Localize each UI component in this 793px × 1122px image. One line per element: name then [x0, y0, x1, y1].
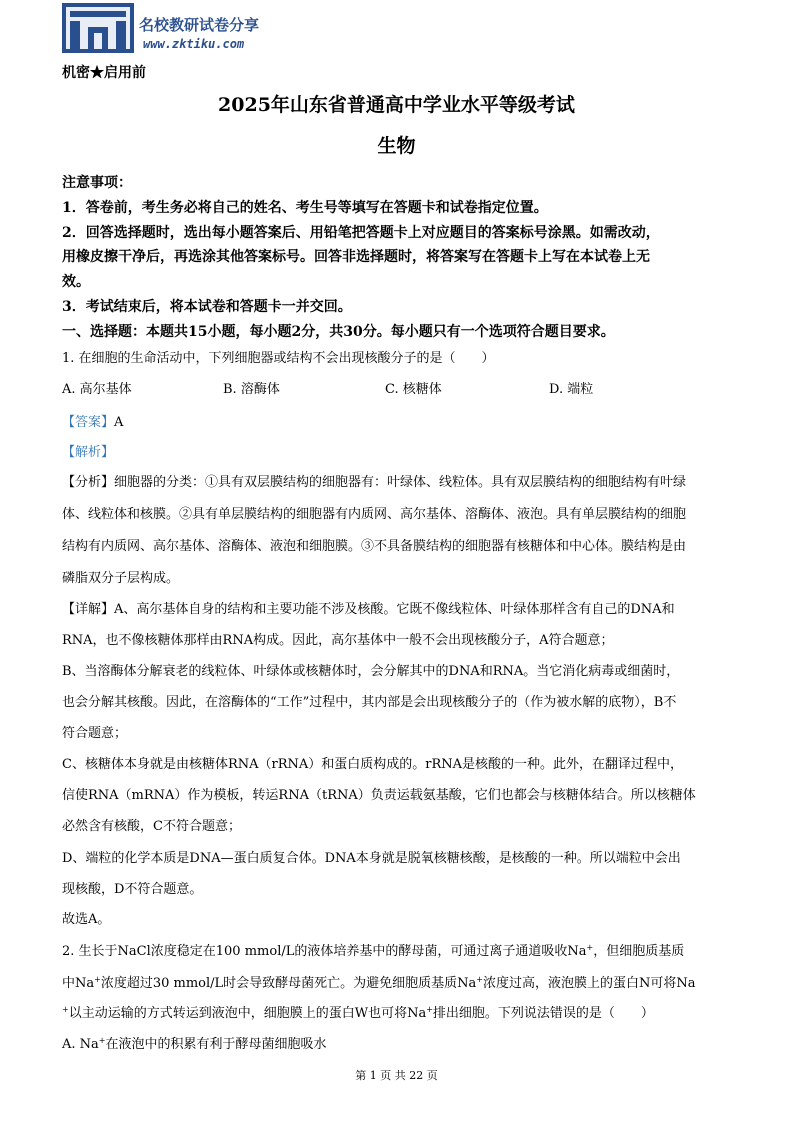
- q2-text: ，但细胞质基质: [593, 944, 685, 959]
- exam-title: 2025年山东省普通高中学业水平等级考试: [218, 94, 575, 116]
- q2-text: 排出细胞。下列说法错误的是（ ）: [432, 1006, 654, 1021]
- q2-stem-line-1: [62, 940, 684, 959]
- notes-item-1: 1．答卷前，考生务必将自己的姓名、考生号等填写在答题卡和试卷指定位置。: [62, 200, 548, 216]
- superscript-plus: +: [94, 975, 101, 984]
- q1-detail-line: B、当溶酶体分解衰老的线粒体、叶绿体或核糖体时，会分解其中的DNA和RNA。当它消化病毒或细菌时，: [62, 664, 680, 679]
- q1-fenxi-line: 磷脂双分子层构成。: [62, 571, 180, 586]
- notes-item-2-line-2: 用橡皮擦干净后，再选涂其他答案标号。回答非选择题时，将答案写在答题卡上写在本试卷上无: [62, 249, 650, 265]
- superscript-plus: +: [476, 975, 483, 984]
- q1-detail-line: 现核酸，D不符合题意。: [62, 882, 203, 897]
- q1-conclusion: 故选A。: [62, 912, 111, 927]
- q1-fenxi-line: 结构有内质网、高尔基体、溶酶体、液泡和细胞膜。③不具备膜结构的细胞器有核糖体和中心体。膜结构是由: [62, 539, 687, 554]
- q1-detail-line: C、核糖体本身就是由核糖体RNA（rRNA）和蛋白质构成的。rRNA是核酸的一种。此外，在翻译过程中，: [62, 757, 684, 772]
- q2-stem-line-3: [62, 1002, 654, 1021]
- q1-detail-line: 必然含有核酸，C不符合题意；: [62, 819, 241, 834]
- q2-text: 中Na: [62, 976, 95, 991]
- superscript-plus: +: [586, 943, 594, 952]
- page-footer: 第 1 页 共 22 页: [355, 1069, 438, 1082]
- q1-option-b: B. 溶酶体: [223, 382, 280, 397]
- q2-text: 2. 生长于NaCl浓度稳定在100 mmol/L的液体培养基中的酵母菌，可通过离子通道吸收Na: [62, 944, 587, 959]
- q1-option-d: D. 端粒: [549, 382, 594, 397]
- q1-option-c: C. 核糖体: [385, 382, 442, 397]
- q1-detail-line: RNA，也不像核糖体那样由RNA构成。因此，高尔基体中一般不会出现核酸分子，A符合题意；: [62, 633, 614, 648]
- q2-text: 以主动运输的方式转运到液泡中，细胞膜上的蛋白W也可将Na: [68, 1006, 427, 1021]
- subject-title: 生物: [377, 135, 416, 157]
- q2-text: A. Na: [62, 1037, 99, 1052]
- section-1-heading: 一、选择题：本题共15小题，每小题2分，共30分。每小题只有一个选项符合题目要求。: [62, 324, 615, 340]
- q1-detail-line: 信使RNA（mRNA）作为模板，转运RNA（tRNA）负责运载氨基酸，它们也都会与核糖体结合。所以核糖体: [62, 788, 696, 803]
- q2-text: 浓度超过30 mmol/L时会导致酵母菌死亡。为避免细胞质基质Na: [100, 976, 477, 991]
- logo-url-text: www.zktiku.com: [143, 37, 245, 51]
- superscript-plus: +: [62, 1005, 69, 1014]
- logo-emblem-icon: [62, 3, 134, 53]
- confidential-mark: 机密★启用前: [62, 65, 146, 81]
- q1-fenxi-line: 【分析】细胞器的分类：①具有双层膜结构的细胞器有：叶绿体、线粒体。具有双层膜结构的细胞结构有叶绿: [62, 475, 687, 490]
- site-logo: [62, 3, 134, 53]
- q1-detail-line: 也会分解其核酸。因此，在溶酶体的“工作”过程中，其内部是会出现核酸分子的（作为被水解的底物），B不: [62, 695, 677, 710]
- superscript-plus: +: [426, 1005, 433, 1014]
- notes-heading: 注意事项：: [62, 175, 132, 191]
- q2-stem-line-2: [62, 972, 696, 991]
- q1-detail-line: D、端粒的化学本质是DNA—蛋白质复合体。DNA本身就是脱氧核糖核酸，是核酸的一种。所以端粒中会出: [62, 851, 681, 866]
- q1-answer: [62, 411, 123, 430]
- q1-detail-line: 符合题意；: [62, 726, 128, 741]
- superscript-plus: +: [98, 1036, 106, 1045]
- q1-option-a: A. 高尔基体: [62, 382, 132, 397]
- q1-stem: 1. 在细胞的生命活动中，下列细胞器或结构不会出现核酸分子的是（ ）: [62, 351, 495, 366]
- notes-item-2-line-1: 2．回答选择题时，选出每小题答案后、用铅笔把答题卡上对应题目的答案标号涂黑。如需改动，: [62, 225, 660, 241]
- q2-text: 浓度过高，液泡膜上的蛋白N可将Na: [483, 976, 696, 991]
- q1-fenxi-line: 体、线粒体和核膜。②具有单层膜结构的细胞器有内质网、高尔基体、溶酶体、液泡。具有单层膜结构的细胞: [62, 507, 687, 522]
- q2-text: 在液泡中的积累有利于酵母菌细胞吸水: [105, 1037, 327, 1052]
- analysis-label: 【解析】: [62, 445, 115, 460]
- logo-brand-text: 名校教研试卷分享: [139, 16, 260, 34]
- answer-label: 【答案】: [62, 415, 115, 430]
- notes-item-2-line-3: 效。: [62, 274, 90, 290]
- q2-option-a: [62, 1033, 327, 1052]
- answer-value: A: [114, 415, 124, 430]
- notes-item-3: 3．考试结束后，将本试卷和答题卡一并交回。: [62, 299, 352, 315]
- q1-detail-line: 【详解】A、高尔基体自身的结构和主要功能不涉及核酸。它既不像线粒体、叶绿体那样含有自己的DNA和: [62, 602, 675, 617]
